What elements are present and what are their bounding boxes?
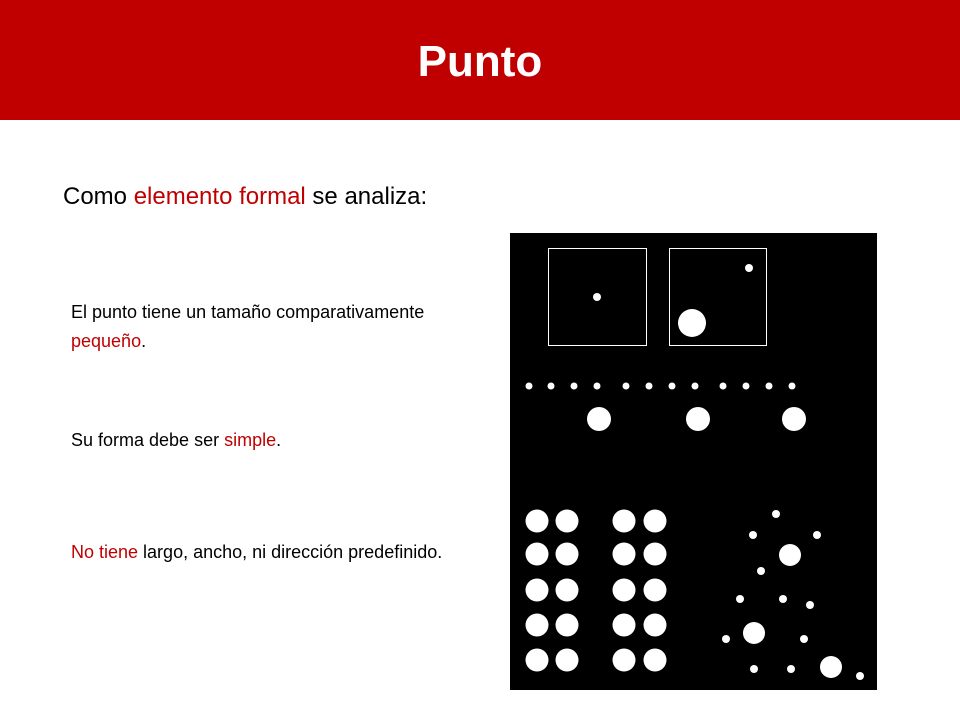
grid-dot xyxy=(644,543,667,566)
point-shape-end: . xyxy=(276,430,282,450)
scatter-dot-medium xyxy=(779,544,801,566)
grid-dot xyxy=(556,579,579,602)
scatter-dot xyxy=(722,635,730,643)
scatter-dot xyxy=(750,665,758,673)
scatter-dot xyxy=(736,595,744,603)
row-dot xyxy=(548,383,555,390)
grid-dot xyxy=(556,543,579,566)
row-dot xyxy=(571,383,578,390)
grid-dot xyxy=(526,649,549,672)
grid-dot xyxy=(556,614,579,637)
point-shape-highlight: simple xyxy=(224,430,277,450)
row-dot xyxy=(789,383,796,390)
point-size-end: . xyxy=(141,331,147,351)
scatter-dot xyxy=(856,672,864,680)
grid-dot xyxy=(644,649,667,672)
point-direction-text: largo, ancho, ni dirección predefinido. xyxy=(138,542,443,562)
row-dot xyxy=(526,383,533,390)
framed-dot-small xyxy=(593,293,601,301)
title-bar xyxy=(0,0,960,120)
subtitle-prefix: Como xyxy=(63,183,134,210)
scatter-dot xyxy=(813,531,821,539)
grid-dot xyxy=(644,510,667,533)
scatter-dot xyxy=(772,510,780,518)
point-shape-text: Su forma debe ser xyxy=(71,430,225,450)
dots-illustration-svg xyxy=(510,233,877,690)
grid-dot xyxy=(613,649,636,672)
grid-dot xyxy=(526,543,549,566)
scatter-dot xyxy=(749,531,757,539)
row-dot xyxy=(692,383,699,390)
scatter-dot-medium xyxy=(743,622,765,644)
point-size-text: El punto tiene un tamaño comparativamente xyxy=(71,302,425,322)
slide-title: Punto xyxy=(417,37,543,86)
grid-dot xyxy=(526,614,549,637)
scatter-dot xyxy=(800,635,808,643)
row-dot xyxy=(766,383,773,390)
grid-dot xyxy=(613,510,636,533)
scatter-dot xyxy=(787,665,795,673)
dots-illustration xyxy=(510,233,877,690)
grid-dot xyxy=(526,510,549,533)
grid-dot xyxy=(613,614,636,637)
row-dot xyxy=(720,383,727,390)
point-size xyxy=(71,298,471,356)
row-dot xyxy=(646,383,653,390)
framed-dot-tiny xyxy=(745,264,753,272)
row-medium-dot xyxy=(587,407,611,431)
row-medium-dot xyxy=(782,407,806,431)
framed-dot-large xyxy=(678,309,706,337)
row-dot xyxy=(743,383,750,390)
point-direction xyxy=(71,538,471,567)
point-size-highlight: pequeño xyxy=(71,331,142,351)
row-dot xyxy=(623,383,630,390)
point-shape xyxy=(71,426,471,455)
grid-dot xyxy=(526,579,549,602)
scatter-dot xyxy=(806,601,814,609)
row-medium-dot xyxy=(686,407,710,431)
grid-dot xyxy=(644,579,667,602)
point-direction-highlight: No tiene xyxy=(71,542,139,562)
subtitle-suffix: se analiza: xyxy=(305,183,428,210)
scatter-dot xyxy=(779,595,787,603)
grid-dot xyxy=(556,510,579,533)
slide-subtitle xyxy=(63,180,427,214)
subtitle-highlight: elemento formal xyxy=(133,183,306,210)
scatter-dot-medium xyxy=(820,656,842,678)
scatter-dot xyxy=(757,567,765,575)
grid-dot xyxy=(613,579,636,602)
row-dot xyxy=(669,383,676,390)
row-dot xyxy=(594,383,601,390)
grid-dot xyxy=(556,649,579,672)
grid-dot xyxy=(613,543,636,566)
grid-dot xyxy=(644,614,667,637)
